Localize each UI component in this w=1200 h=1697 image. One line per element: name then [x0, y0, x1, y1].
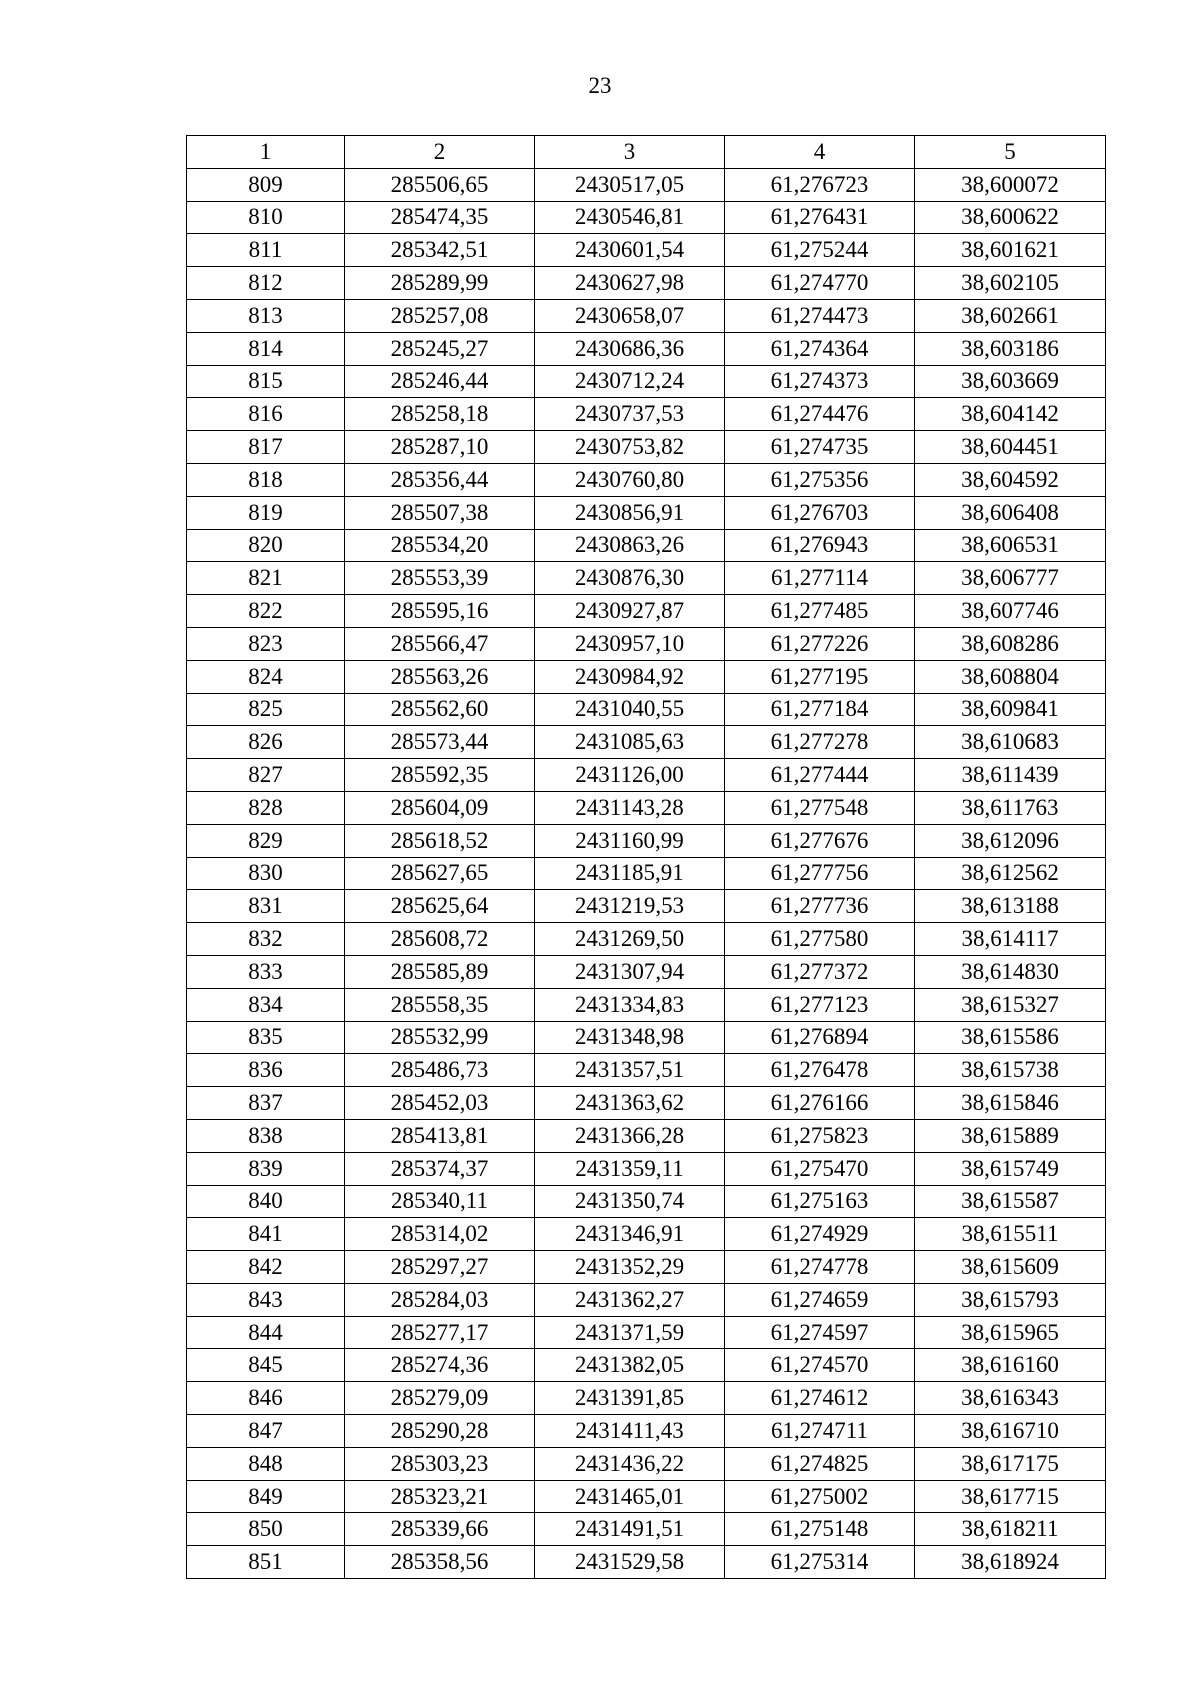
- table-row: [187, 1349, 1106, 1382]
- table-cell: 2431185,91: [535, 857, 725, 890]
- table-row: [187, 1054, 1106, 1087]
- table-row: [187, 955, 1106, 988]
- table-cell: 2431346,91: [535, 1218, 725, 1251]
- table-row: [187, 1251, 1106, 1284]
- table-cell: 809: [187, 168, 345, 201]
- table-cell: 285553,39: [345, 562, 535, 595]
- table-cell: 285303,23: [345, 1447, 535, 1480]
- table-row: [187, 791, 1106, 824]
- table-cell: 285534,20: [345, 529, 535, 562]
- table-cell: 2430957,10: [535, 627, 725, 660]
- table-cell: 2430876,30: [535, 562, 725, 595]
- table-cell: 2431382,05: [535, 1349, 725, 1382]
- table-cell: 285563,26: [345, 660, 535, 693]
- table-cell: 38,615609: [915, 1251, 1106, 1284]
- table-cell: 821: [187, 562, 345, 595]
- table-cell: 851: [187, 1546, 345, 1579]
- table-cell: 38,604451: [915, 431, 1106, 464]
- table-cell: 2431307,94: [535, 955, 725, 988]
- table-cell: 844: [187, 1316, 345, 1349]
- table-cell: 285625,64: [345, 890, 535, 923]
- table-cell: 61,274597: [725, 1316, 915, 1349]
- table-cell: 38,612562: [915, 857, 1106, 890]
- table-cell: 819: [187, 496, 345, 529]
- table-cell: 285342,51: [345, 234, 535, 267]
- table-cell: 285558,35: [345, 988, 535, 1021]
- table-cell: 285627,65: [345, 857, 535, 890]
- table-cell: 827: [187, 759, 345, 792]
- table-cell: 285314,02: [345, 1218, 535, 1251]
- table-cell: 38,617715: [915, 1480, 1106, 1513]
- table-cell: 2430856,91: [535, 496, 725, 529]
- table-cell: 38,617175: [915, 1447, 1106, 1480]
- table-cell: 61,277226: [725, 627, 915, 660]
- table-cell: 38,608804: [915, 660, 1106, 693]
- table-cell: 285356,44: [345, 463, 535, 496]
- table-cell: 2430753,82: [535, 431, 725, 464]
- table-cell: 61,276478: [725, 1054, 915, 1087]
- table-cell: 2431334,83: [535, 988, 725, 1021]
- table-row: [187, 1316, 1106, 1349]
- coordinates-table: [186, 135, 1106, 1579]
- table-cell: 817: [187, 431, 345, 464]
- table-row: [187, 1283, 1106, 1316]
- table-cell: 38,602661: [915, 299, 1106, 332]
- table-row: [187, 463, 1106, 496]
- table-cell: 2430658,07: [535, 299, 725, 332]
- table-cell: 61,277195: [725, 660, 915, 693]
- table-cell: 38,600622: [915, 201, 1106, 234]
- table-cell: 841: [187, 1218, 345, 1251]
- table-row: [187, 1087, 1106, 1120]
- table-cell: 2431269,50: [535, 923, 725, 956]
- table-cell: 285618,52: [345, 824, 535, 857]
- table-row: [187, 168, 1106, 201]
- table-cell: 61,276723: [725, 168, 915, 201]
- table-cell: 61,277372: [725, 955, 915, 988]
- table-cell: 38,613188: [915, 890, 1106, 923]
- table-cell: 61,277676: [725, 824, 915, 857]
- table-cell: 837: [187, 1087, 345, 1120]
- table-cell: 61,274659: [725, 1283, 915, 1316]
- table-cell: 38,616710: [915, 1415, 1106, 1448]
- table-cell: 61,274770: [725, 267, 915, 300]
- table-cell: 61,274476: [725, 398, 915, 431]
- table-cell: 38,616343: [915, 1382, 1106, 1415]
- table-cell: 61,275823: [725, 1119, 915, 1152]
- column-header: 4: [725, 136, 915, 169]
- table-cell: 38,615511: [915, 1218, 1106, 1251]
- table-cell: 61,274364: [725, 332, 915, 365]
- table-cell: 61,276894: [725, 1021, 915, 1054]
- table-cell: 38,616160: [915, 1349, 1106, 1382]
- table-cell: 38,615586: [915, 1021, 1106, 1054]
- table-cell: 38,618211: [915, 1513, 1106, 1546]
- table-cell: 38,611763: [915, 791, 1106, 824]
- table-cell: 61,275148: [725, 1513, 915, 1546]
- table-cell: 38,611439: [915, 759, 1106, 792]
- table-cell: 2430984,92: [535, 660, 725, 693]
- table-cell: 38,609841: [915, 693, 1106, 726]
- table-cell: 2431366,28: [535, 1119, 725, 1152]
- table-row: [187, 1185, 1106, 1218]
- table-cell: 61,274373: [725, 365, 915, 398]
- table-cell: 285506,65: [345, 168, 535, 201]
- table-cell: 38,603669: [915, 365, 1106, 398]
- table-cell: 836: [187, 1054, 345, 1087]
- table-cell: 2431126,00: [535, 759, 725, 792]
- table-row: [187, 988, 1106, 1021]
- table-cell: 2431143,28: [535, 791, 725, 824]
- table-row: [187, 431, 1106, 464]
- table-cell: 2431040,55: [535, 693, 725, 726]
- table-cell: 285595,16: [345, 595, 535, 628]
- table-cell: 2430601,54: [535, 234, 725, 267]
- table-cell: 61,276431: [725, 201, 915, 234]
- table-cell: 816: [187, 398, 345, 431]
- table-cell: 832: [187, 923, 345, 956]
- table-cell: 285279,09: [345, 1382, 535, 1415]
- table-row: [187, 398, 1106, 431]
- table-cell: 2430737,53: [535, 398, 725, 431]
- table-row: [187, 201, 1106, 234]
- table-cell: 61,275314: [725, 1546, 915, 1579]
- table-cell: 833: [187, 955, 345, 988]
- table-cell: 824: [187, 660, 345, 693]
- table-row: [187, 726, 1106, 759]
- table-cell: 61,274778: [725, 1251, 915, 1284]
- table-cell: 38,614830: [915, 955, 1106, 988]
- table-row: [187, 1119, 1106, 1152]
- table-cell: 2431219,53: [535, 890, 725, 923]
- table-cell: 828: [187, 791, 345, 824]
- table-cell: 813: [187, 299, 345, 332]
- column-header: 3: [535, 136, 725, 169]
- table-cell: 285532,99: [345, 1021, 535, 1054]
- table-cell: 61,277114: [725, 562, 915, 595]
- table-row: [187, 1382, 1106, 1415]
- table-cell: 61,274473: [725, 299, 915, 332]
- table-cell: 285245,27: [345, 332, 535, 365]
- table-cell: 825: [187, 693, 345, 726]
- table-cell: 38,615738: [915, 1054, 1106, 1087]
- table-row: [187, 1513, 1106, 1546]
- table-cell: 38,615749: [915, 1152, 1106, 1185]
- table-cell: 826: [187, 726, 345, 759]
- table-cell: 2431391,85: [535, 1382, 725, 1415]
- table-cell: 2431362,27: [535, 1283, 725, 1316]
- table-cell: 2431357,51: [535, 1054, 725, 1087]
- table-cell: 285287,10: [345, 431, 535, 464]
- table-row: [187, 496, 1106, 529]
- table-cell: 285340,11: [345, 1185, 535, 1218]
- table-cell: 2430863,26: [535, 529, 725, 562]
- table-cell: 38,614117: [915, 923, 1106, 956]
- table-cell: 61,277736: [725, 890, 915, 923]
- table-cell: 285374,37: [345, 1152, 535, 1185]
- table-row: [187, 923, 1106, 956]
- table-cell: 820: [187, 529, 345, 562]
- table-row: [187, 1152, 1106, 1185]
- table-cell: 285289,99: [345, 267, 535, 300]
- table-cell: 61,276703: [725, 496, 915, 529]
- header-row: [187, 136, 1106, 169]
- table-cell: 285323,21: [345, 1480, 535, 1513]
- table-cell: 285246,44: [345, 365, 535, 398]
- table-cell: 2431371,59: [535, 1316, 725, 1349]
- table-cell: 61,275244: [725, 234, 915, 267]
- table-cell: 285358,56: [345, 1546, 535, 1579]
- table-cell: 61,277278: [725, 726, 915, 759]
- table-cell: 2431350,74: [535, 1185, 725, 1218]
- table-cell: 38,600072: [915, 168, 1106, 201]
- table-row: [187, 1218, 1106, 1251]
- table-row: [187, 1480, 1106, 1513]
- table-row: [187, 1447, 1106, 1480]
- table-cell: 61,274570: [725, 1349, 915, 1382]
- table-cell: 285566,47: [345, 627, 535, 660]
- table-cell: 38,606408: [915, 496, 1106, 529]
- table-cell: 285274,36: [345, 1349, 535, 1382]
- table-cell: 838: [187, 1119, 345, 1152]
- table-cell: 835: [187, 1021, 345, 1054]
- table-cell: 285290,28: [345, 1415, 535, 1448]
- table-cell: 38,610683: [915, 726, 1106, 759]
- table-row: [187, 857, 1106, 890]
- table-cell: 2431529,58: [535, 1546, 725, 1579]
- table-row: [187, 529, 1106, 562]
- table-row: [187, 332, 1106, 365]
- table-cell: 38,603186: [915, 332, 1106, 365]
- table-cell: 61,274612: [725, 1382, 915, 1415]
- table-cell: 823: [187, 627, 345, 660]
- table-cell: 38,602105: [915, 267, 1106, 300]
- table-cell: 2431348,98: [535, 1021, 725, 1054]
- table-cell: 38,615965: [915, 1316, 1106, 1349]
- table-cell: 38,606531: [915, 529, 1106, 562]
- table-cell: 2431491,51: [535, 1513, 725, 1546]
- table-cell: 61,276166: [725, 1087, 915, 1120]
- table-cell: 61,277444: [725, 759, 915, 792]
- table-cell: 2431411,43: [535, 1415, 725, 1448]
- table-cell: 814: [187, 332, 345, 365]
- table-row: [187, 1415, 1106, 1448]
- table-cell: 846: [187, 1382, 345, 1415]
- table-cell: 285592,35: [345, 759, 535, 792]
- table-row: [187, 824, 1106, 857]
- table-cell: 847: [187, 1415, 345, 1448]
- table-cell: 38,615889: [915, 1119, 1106, 1152]
- table-cell: 811: [187, 234, 345, 267]
- table-cell: 61,274825: [725, 1447, 915, 1480]
- table-cell: 285573,44: [345, 726, 535, 759]
- column-header: 5: [915, 136, 1106, 169]
- table-row: [187, 562, 1106, 595]
- table-cell: 850: [187, 1513, 345, 1546]
- table-cell: 285257,08: [345, 299, 535, 332]
- page-number: 23: [588, 73, 612, 98]
- table-cell: 2430627,98: [535, 267, 725, 300]
- table-cell: 845: [187, 1349, 345, 1382]
- table-row: [187, 627, 1106, 660]
- table-cell: 839: [187, 1152, 345, 1185]
- table-cell: 38,618924: [915, 1546, 1106, 1579]
- table-row: [187, 759, 1106, 792]
- table-cell: 61,275163: [725, 1185, 915, 1218]
- table-cell: 843: [187, 1283, 345, 1316]
- table-cell: 38,615846: [915, 1087, 1106, 1120]
- table-cell: 61,274711: [725, 1415, 915, 1448]
- table-cell: 2431436,22: [535, 1447, 725, 1480]
- table-cell: 38,601621: [915, 234, 1106, 267]
- table-cell: 830: [187, 857, 345, 890]
- table-cell: 2430517,05: [535, 168, 725, 201]
- table-cell: 285562,60: [345, 693, 535, 726]
- table-cell: 2431359,11: [535, 1152, 725, 1185]
- table-row: [187, 1546, 1106, 1579]
- table-cell: 61,277485: [725, 595, 915, 628]
- table-row: [187, 693, 1106, 726]
- table-cell: 2430927,87: [535, 595, 725, 628]
- table-cell: 38,608286: [915, 627, 1106, 660]
- table-cell: 285452,03: [345, 1087, 535, 1120]
- table-cell: 285604,09: [345, 791, 535, 824]
- table-cell: 61,277756: [725, 857, 915, 890]
- table-row: [187, 595, 1106, 628]
- table-row: [187, 890, 1106, 923]
- table-row: [187, 365, 1106, 398]
- table-cell: 38,607746: [915, 595, 1106, 628]
- table-cell: 285474,35: [345, 201, 535, 234]
- table-cell: 818: [187, 463, 345, 496]
- column-header: 1: [187, 136, 345, 169]
- table-cell: 848: [187, 1447, 345, 1480]
- table-cell: 61,275002: [725, 1480, 915, 1513]
- table-cell: 812: [187, 267, 345, 300]
- table-cell: 831: [187, 890, 345, 923]
- table-cell: 285258,18: [345, 398, 535, 431]
- table-body: [187, 168, 1106, 1578]
- table-row: [187, 299, 1106, 332]
- table-cell: 61,277580: [725, 923, 915, 956]
- table-cell: 2431352,29: [535, 1251, 725, 1284]
- table-row: [187, 267, 1106, 300]
- table-cell: 38,612096: [915, 824, 1106, 857]
- table-cell: 2431363,62: [535, 1087, 725, 1120]
- table-cell: 38,615327: [915, 988, 1106, 1021]
- table-row: [187, 1021, 1106, 1054]
- table-cell: 822: [187, 595, 345, 628]
- table-cell: 285585,89: [345, 955, 535, 988]
- table-cell: 834: [187, 988, 345, 1021]
- table-cell: 285297,27: [345, 1251, 535, 1284]
- table-cell: 61,274929: [725, 1218, 915, 1251]
- table-cell: 829: [187, 824, 345, 857]
- table-cell: 61,275470: [725, 1152, 915, 1185]
- table-cell: 810: [187, 201, 345, 234]
- table-cell: 840: [187, 1185, 345, 1218]
- table-cell: 285486,73: [345, 1054, 535, 1087]
- table-cell: 2431465,01: [535, 1480, 725, 1513]
- table-cell: 38,615587: [915, 1185, 1106, 1218]
- table-cell: 2431085,63: [535, 726, 725, 759]
- table-cell: 61,275356: [725, 463, 915, 496]
- table-cell: 61,276943: [725, 529, 915, 562]
- table-cell: 2430686,36: [535, 332, 725, 365]
- table-cell: 2431160,99: [535, 824, 725, 857]
- table-cell: 285413,81: [345, 1119, 535, 1152]
- table-cell: 38,604592: [915, 463, 1106, 496]
- table-cell: 61,274735: [725, 431, 915, 464]
- table-cell: 285608,72: [345, 923, 535, 956]
- table-row: [187, 234, 1106, 267]
- table-cell: 2430712,24: [535, 365, 725, 398]
- table-cell: 38,604142: [915, 398, 1106, 431]
- table-cell: 815: [187, 365, 345, 398]
- table-cell: 285277,17: [345, 1316, 535, 1349]
- table-cell: 61,277548: [725, 791, 915, 824]
- column-header: 2: [345, 136, 535, 169]
- table-cell: 849: [187, 1480, 345, 1513]
- table-header: [187, 136, 1106, 169]
- table-cell: 285339,66: [345, 1513, 535, 1546]
- table-cell: 842: [187, 1251, 345, 1284]
- table-cell: 38,606777: [915, 562, 1106, 595]
- table-cell: 38,615793: [915, 1283, 1106, 1316]
- table-cell: 285284,03: [345, 1283, 535, 1316]
- table-cell: 61,277184: [725, 693, 915, 726]
- table-cell: 285507,38: [345, 496, 535, 529]
- table-cell: 61,277123: [725, 988, 915, 1021]
- table-row: [187, 660, 1106, 693]
- table-cell: 2430760,80: [535, 463, 725, 496]
- table-cell: 2430546,81: [535, 201, 725, 234]
